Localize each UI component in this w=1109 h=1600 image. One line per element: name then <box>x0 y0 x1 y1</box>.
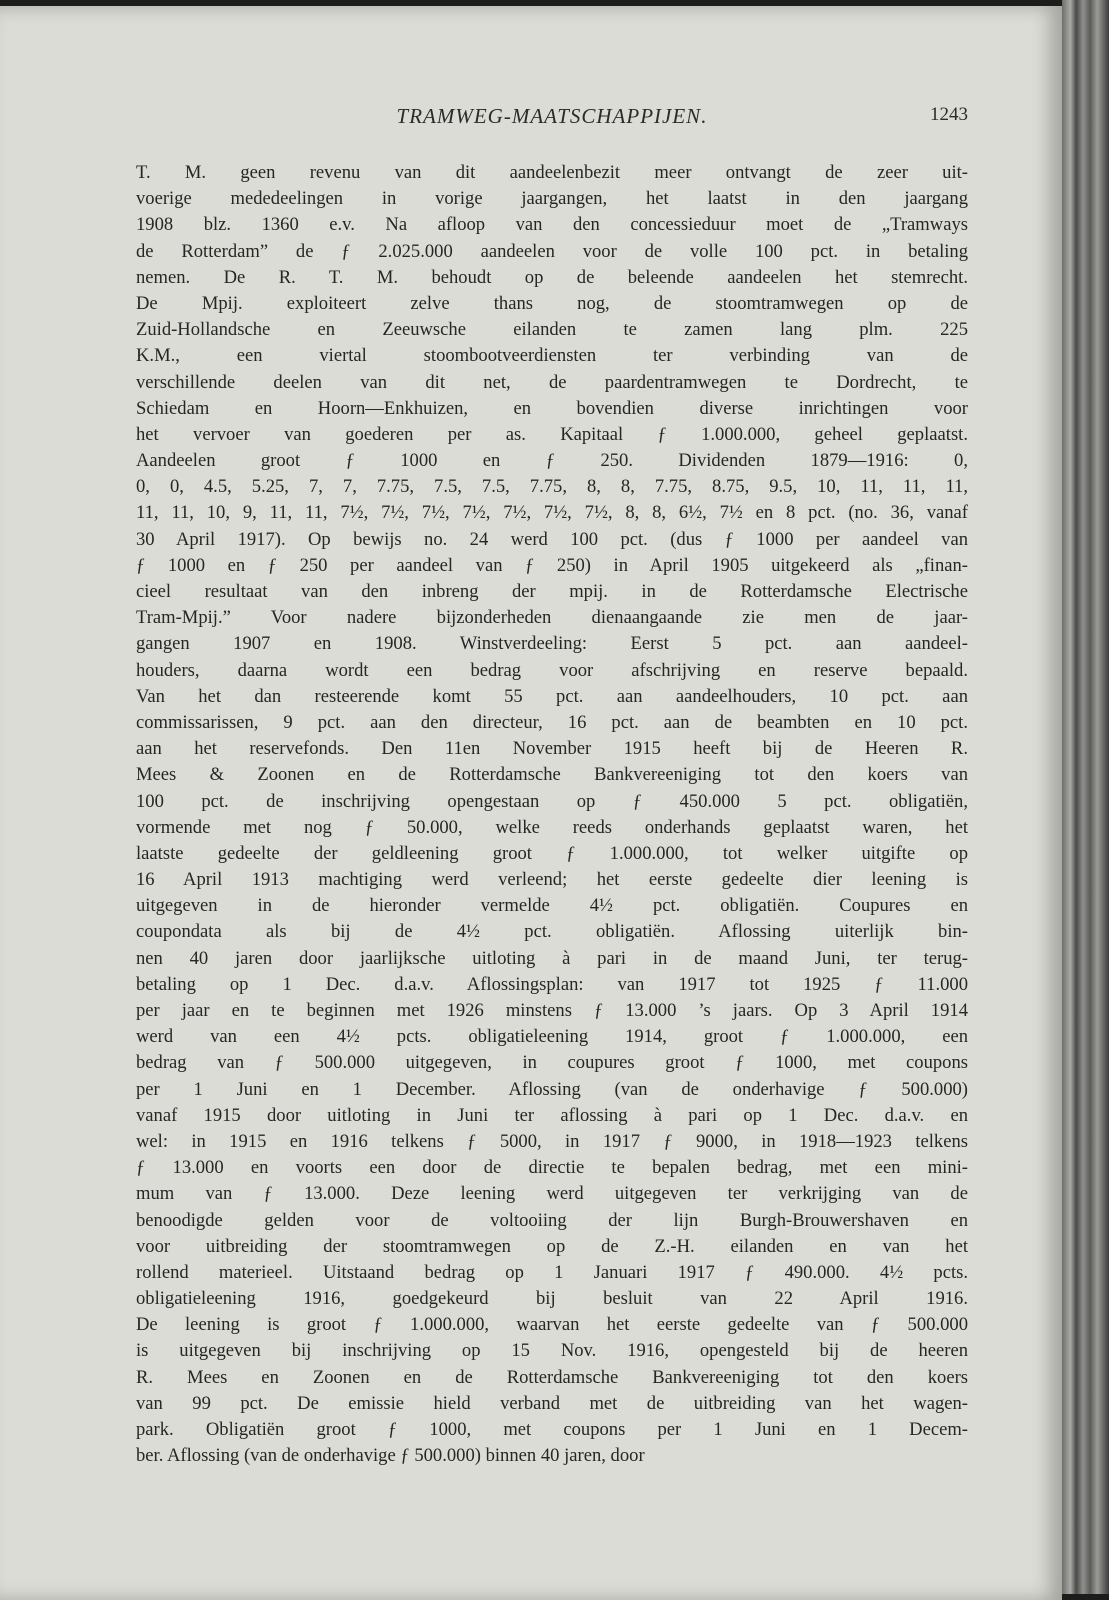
text-line: mum van ƒ 13.000. Deze leening werd uitgegeven ter verkrijging van de <box>136 1183 968 1205</box>
text-line: ƒ 1000 en ƒ 250 per aandeel van ƒ 250) in April 1905 uitgekeerd als „finan- <box>136 554 968 576</box>
running-header <box>136 104 968 134</box>
text-line: ber. Aflossing (van de onderhavige ƒ 500.000) binnen 40 jaren, door <box>136 1445 645 1467</box>
text-line: de Rotterdam” de ƒ 2.025.000 aandeelen voor de volle 100 pct. in betaling <box>136 240 968 262</box>
text-line: 16 April 1913 machtiging werd verleend; het eerste gedeelte dier leening is <box>136 869 968 891</box>
book-page <box>0 6 1062 1600</box>
text-line: laatste gedeelte der geldleening groot ƒ 1.000.000, tot welker uitgifte op <box>136 842 968 864</box>
text-line: vanaf 1915 door uitloting in Juni ter aflossing à pari op 1 Dec. d.a.v. en <box>136 1104 968 1126</box>
text-line: De Mpij. exploiteert zelve thans nog, de stoomtramwegen op de <box>136 292 968 314</box>
text-line: uitgegeven in de hieronder vermelde 4½ pct. obligatiën. Coupures en <box>136 895 968 917</box>
text-line: Zuid-Hollandsche en Zeeuwsche eilanden te zamen lang plm. 225 <box>136 319 968 341</box>
text-line: coupondata als bij de 4½ pct. obligatiën. Aflossing uiterlijk bin- <box>136 921 968 943</box>
page-number: 1243 <box>930 104 968 125</box>
text-line: K.M., een viertal stoombootveerdiensten ter verbinding van de <box>136 345 968 367</box>
text-line: cieel resultaat van den inbreng der mpij. in de Rotterdamsche Electrische <box>136 581 968 602</box>
body-text <box>136 160 968 1469</box>
text-line: per jaar en te beginnen met 1926 minstens ƒ 13.000 ’s jaars. Op 3 April 1914 <box>136 1000 968 1021</box>
running-title: TRAMWEG-MAATSCHAPPIJEN. <box>396 104 708 128</box>
text-line: park. Obligatiën groot ƒ 1000, met coupons per 1 Juni en 1 Decem- <box>136 1419 968 1440</box>
text-line: is uitgegeven bij inschrijving op 15 Nov. 1916, opengesteld bij de heeren <box>136 1340 968 1362</box>
text-line: wel: in 1915 en 1916 telkens ƒ 5000, in 1917 ƒ 9000, in 1918—1923 telkens <box>136 1130 968 1152</box>
text-line: aan het reservefonds. Den 11en November 1915 heeft bij de Heeren R. <box>136 738 968 760</box>
book-page-edge <box>1062 0 1109 1594</box>
text-line: 30 April 1917). Op bewijs no. 24 werd 100 pct. (dus ƒ 1000 per aandeel van <box>136 528 968 550</box>
text-line: rollend materieel. Uitstaand bedrag op 1 Januari 1917 ƒ 490.000. 4½ pcts. <box>136 1261 968 1283</box>
text-line: Tram-Mpij.” Voor nadere bijzonderheden dienaangaande zie men de jaar- <box>136 607 968 629</box>
text-line: bedrag van ƒ 500.000 uitgegeven, in coupures groot ƒ 1000, met coupons <box>136 1052 968 1074</box>
text-line: obligatieleening 1916, goedgekeurd bij besluit van 22 April 1916. <box>136 1288 968 1310</box>
text-line: benoodigde gelden voor de voltooiing der lijn Burgh-Brouwershaven en <box>136 1209 968 1231</box>
text-line: per 1 Juni en 1 December. Aflossing (van de onderhavige ƒ 500.000) <box>136 1078 968 1100</box>
text-line: gangen 1907 en 1908. Winstverdeeling: Eerst 5 pct. aan aandeel- <box>136 633 968 655</box>
text-line: T. M. geen revenu van dit aandeelenbezit meer ontvangt de zeer uit- <box>136 162 968 183</box>
text-line: nen 40 jaren door jaarlijksche uitloting à pari in de maand Juni, ter terug- <box>136 947 968 969</box>
text-line: het vervoer van goederen per as. Kapitaal ƒ 1.000.000, geheel geplaatst. <box>136 423 968 445</box>
text-line: nemen. De R. T. M. behoudt op de beleende aandeelen het stemrecht. <box>136 266 968 288</box>
text-line: houders, daarna wordt een bedrag voor afschrijving en reserve bepaald. <box>136 659 968 681</box>
text-line: De leening is groot ƒ 1.000.000, waarvan het eerste gedeelte van ƒ 500.000 <box>136 1314 968 1336</box>
text-line: vormende met nog ƒ 50.000, welke reeds onderhands geplaatst waren, het <box>136 816 968 838</box>
text-line: werd van een 4½ pcts. obligatieleening 1914, groot ƒ 1.000.000, een <box>136 1026 968 1048</box>
text-line: voerige mededeelingen in vorige jaargangen, het laatst in den jaargang <box>136 188 968 210</box>
text-line: Van het dan resteerende komt 55 pct. aan aandeelhouders, 10 pct. aan <box>136 685 968 707</box>
text-line: commissarissen, 9 pct. aan den directeur, 16 pct. aan de beambten en 10 pct. <box>136 711 968 733</box>
text-line: ƒ 13.000 en voorts een door de directie te bepalen bedrag, met een mini- <box>136 1157 968 1179</box>
text-line: 100 pct. de inschrijving opengestaan op ƒ 450.000 5 pct. obligatiën, <box>136 790 968 812</box>
text-line: van 99 pct. De emissie hield verband met de uitbreiding van het wagen- <box>136 1392 968 1414</box>
text-line: 1908 blz. 1360 e.v. Na afloop van den concessieduur moet de „Tramways <box>136 214 968 236</box>
text-line: R. Mees en Zoonen en de Rotterdamsche Bankvereeniging tot den koers <box>136 1366 968 1388</box>
text-line: Aandeelen groot ƒ 1000 en ƒ 250. Dividenden 1879—1916: 0, <box>136 450 968 472</box>
text-line: verschillende deelen van dit net, de paardentramwegen te Dordrecht, te <box>136 371 968 393</box>
text-line: Mees & Zoonen en de Rotterdamsche Bankvereeniging tot den koers van <box>136 764 968 786</box>
text-line: Schiedam en Hoorn—Enkhuizen, en bovendien diverse inrichtingen voor <box>136 397 968 419</box>
text-line: betaling op 1 Dec. d.a.v. Aflossingsplan: van 1917 tot 1925 ƒ 11.000 <box>136 973 968 995</box>
text-line: voor uitbreiding der stoomtramwegen op de Z.-H. eilanden en van het <box>136 1235 968 1257</box>
text-line: 0, 0, 4.5, 5.25, 7, 7, 7.75, 7.5, 7.5, 7.75, 8, 8, 7.75, 8.75, 9.5, 10, 11, 11, 11, <box>136 476 968 498</box>
text-line: 11, 11, 10, 9, 11, 11, 7½, 7½, 7½, 7½, 7½, 7½, 7½, 8, 8, 6½, 7½ en 8 pct. (no. 36, vanaf <box>136 502 968 524</box>
